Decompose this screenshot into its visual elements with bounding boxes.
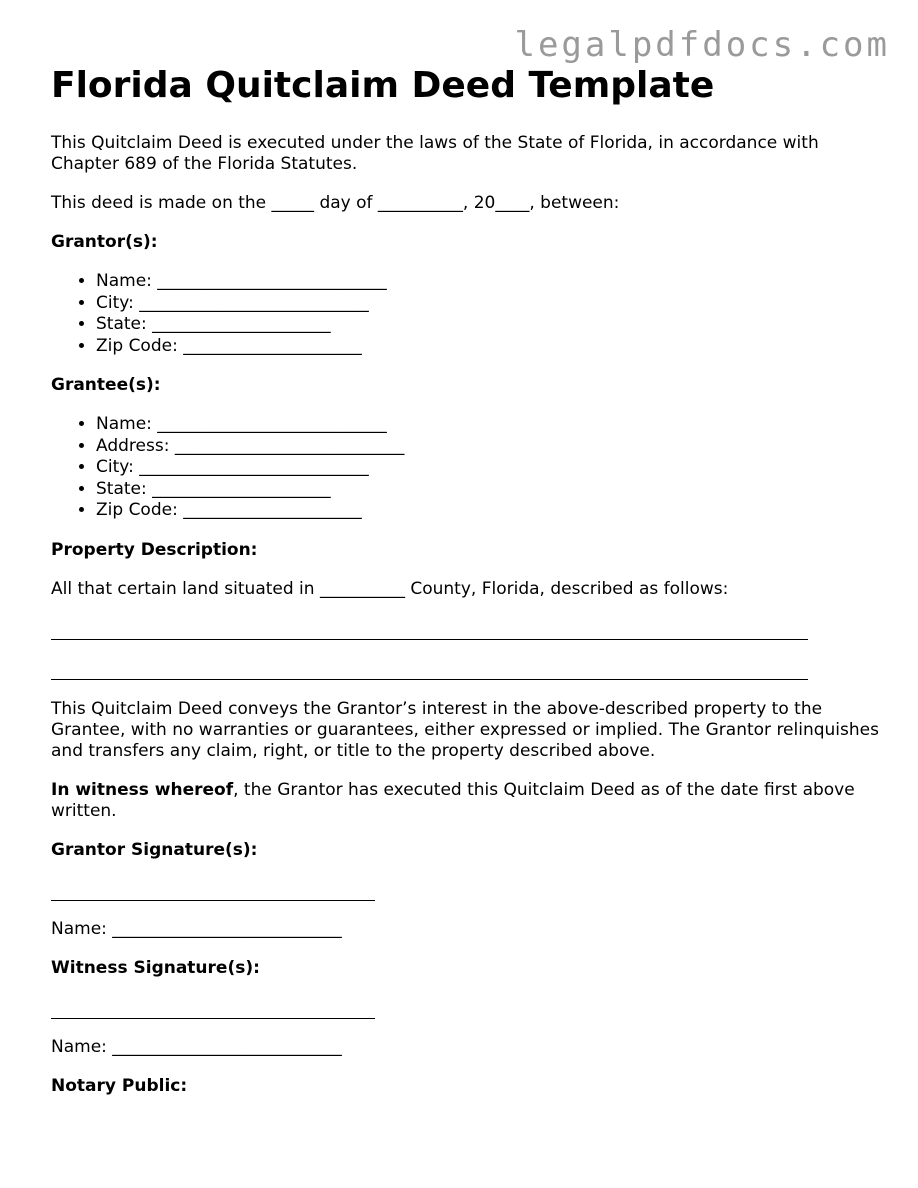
property-description-line-2	[51, 660, 808, 680]
witness-clause-text: , the Grantor has executed this Quitclaim Deed as of the date first above written.	[51, 779, 855, 821]
date-line: This deed is made on the _____ day of __________, 20____, between:	[51, 193, 620, 214]
grantor-zip-field: • Zip Code: _____________________	[96, 336, 881, 358]
grantee-zip-field: • Zip Code: _____________________	[96, 500, 881, 522]
grantee-address-field: • Address: ___________________________	[96, 436, 881, 458]
witness-signature-heading: Witness Signature(s):	[51, 957, 260, 978]
site-watermark: legalpdfdocs.com	[514, 25, 890, 65]
grantee-heading: Grantee(s):	[51, 375, 161, 396]
notary-heading: Notary Public:	[51, 1075, 188, 1096]
property-description-line-1	[51, 620, 808, 640]
property-heading: Property Description:	[51, 539, 258, 560]
grantor-name-field: • Name: ___________________________	[96, 271, 881, 293]
witness-signature-line	[51, 999, 375, 1019]
grantee-state-field: • State: _____________________	[96, 479, 881, 501]
witness-clause	[51, 780, 881, 822]
property-intro: All that certain land situated in __________ County, Florida, described as follows:	[51, 578, 729, 599]
grantee-name-field: • Name: ___________________________	[96, 414, 881, 436]
grantor-heading: Grantor(s):	[51, 232, 158, 253]
grantor-city-field: • City: ___________________________	[96, 293, 881, 315]
grantor-signature-name: Name: ___________________________	[51, 918, 342, 939]
grantor-state-field: • State: _____________________	[96, 314, 881, 336]
grantee-city-field: • City: ___________________________	[96, 457, 881, 479]
grantor-signature-heading: Grantor Signature(s):	[51, 839, 258, 860]
grantor-fields-list	[51, 271, 881, 357]
page-title: Florida Quitclaim Deed Template	[51, 65, 715, 106]
intro-paragraph: This Quitclaim Deed is executed under the laws of the State of Florida, in accordance with Chapter 689 of the Florida Statutes.	[51, 133, 819, 175]
grantee-fields-list	[51, 414, 881, 522]
witness-signature-name: Name: ___________________________	[51, 1036, 342, 1057]
grantor-signature-line	[51, 881, 375, 901]
deed-document	[51, 64, 881, 1097]
witness-clause-bold: In witness whereof	[51, 779, 234, 800]
conveyance-paragraph: This Quitclaim Deed conveys the Grantor’s interest in the above-described property to the Grantee, with no warranties or guarantees, either expressed or implied. The Grantor relinquishes and transfers any claim, right, or title to the property described above.	[51, 698, 879, 761]
